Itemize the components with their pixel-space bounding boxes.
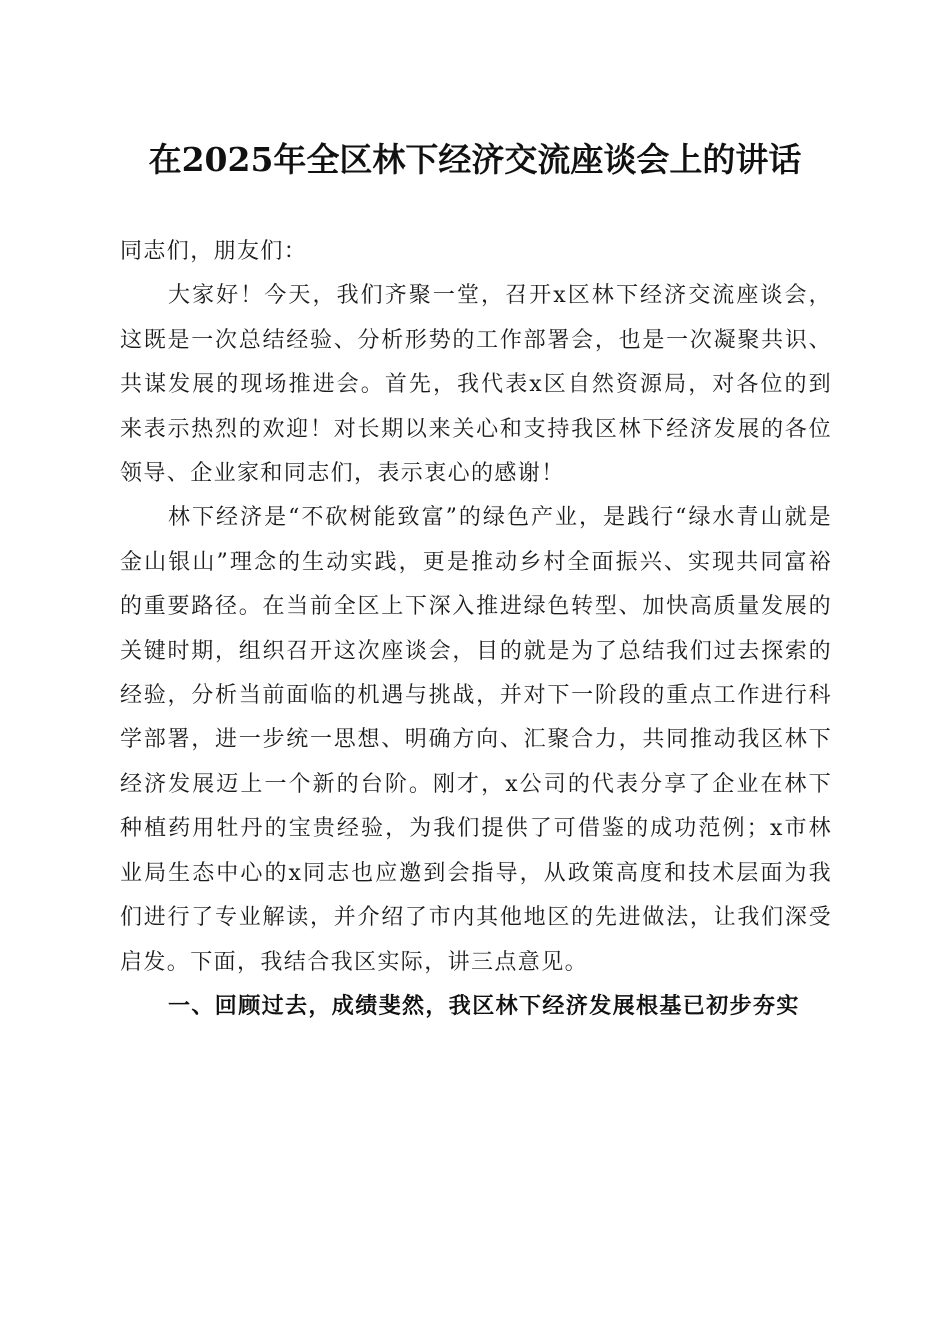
greeting: 同志们，朋友们： <box>120 239 308 264</box>
paragraph-welcome: 大家好！今天，我们齐聚一堂，召开x区林下经济交流座谈会，这既是一次总结经验、分析形势的工作部署会，也是一次凝聚共识、共谋发展的现场推进会。首先，我代表x区自然资源局，对各位的到来表示热烈的欢迎！对长期以来关心和支持我区林下经济发展的各位领导、企业家和同志们，表示衷心的感谢！ <box>120 283 832 487</box>
document-title: 在2025年全区林下经济交流座谈会上的讲话 <box>148 140 802 179</box>
document-body <box>120 230 832 1029</box>
section-heading: 一、回顾过去，成绩斐然，我区林下经济发展根基已初步夯实 <box>168 993 800 1019</box>
paragraph-purpose: 林下经济是“不砍树能致富”的绿色产业，是践行“绿水青山就是金山银山”理念的生动实践，更是推动乡村全面振兴、实现共同富裕的重要路径。在当前全区上下深入推进绿色转型、加快高质量发展的关键时期，组织召开这次座谈会，目的就是为了总结我们过去探索的经验，分析当前面临的机遇与挑战，并对下一阶段的重点工作进行科学部署，进一步统一思想、明确方向、汇聚合力，共同推动我区林下经济发展迈上一个新的台阶。刚才，x公司的代表分享了企业在林下种植药用牡丹的宝贵经验，为我们提供了可借鉴的成功范例；x市林业局生态中心的x同志也应邀到会指导，从政策高度和技术层面为我们进行了专业解读，并介绍了市内其他地区的先进做法，让我们深受启发。下面，我结合我区实际，讲三点意见。 <box>120 505 832 975</box>
